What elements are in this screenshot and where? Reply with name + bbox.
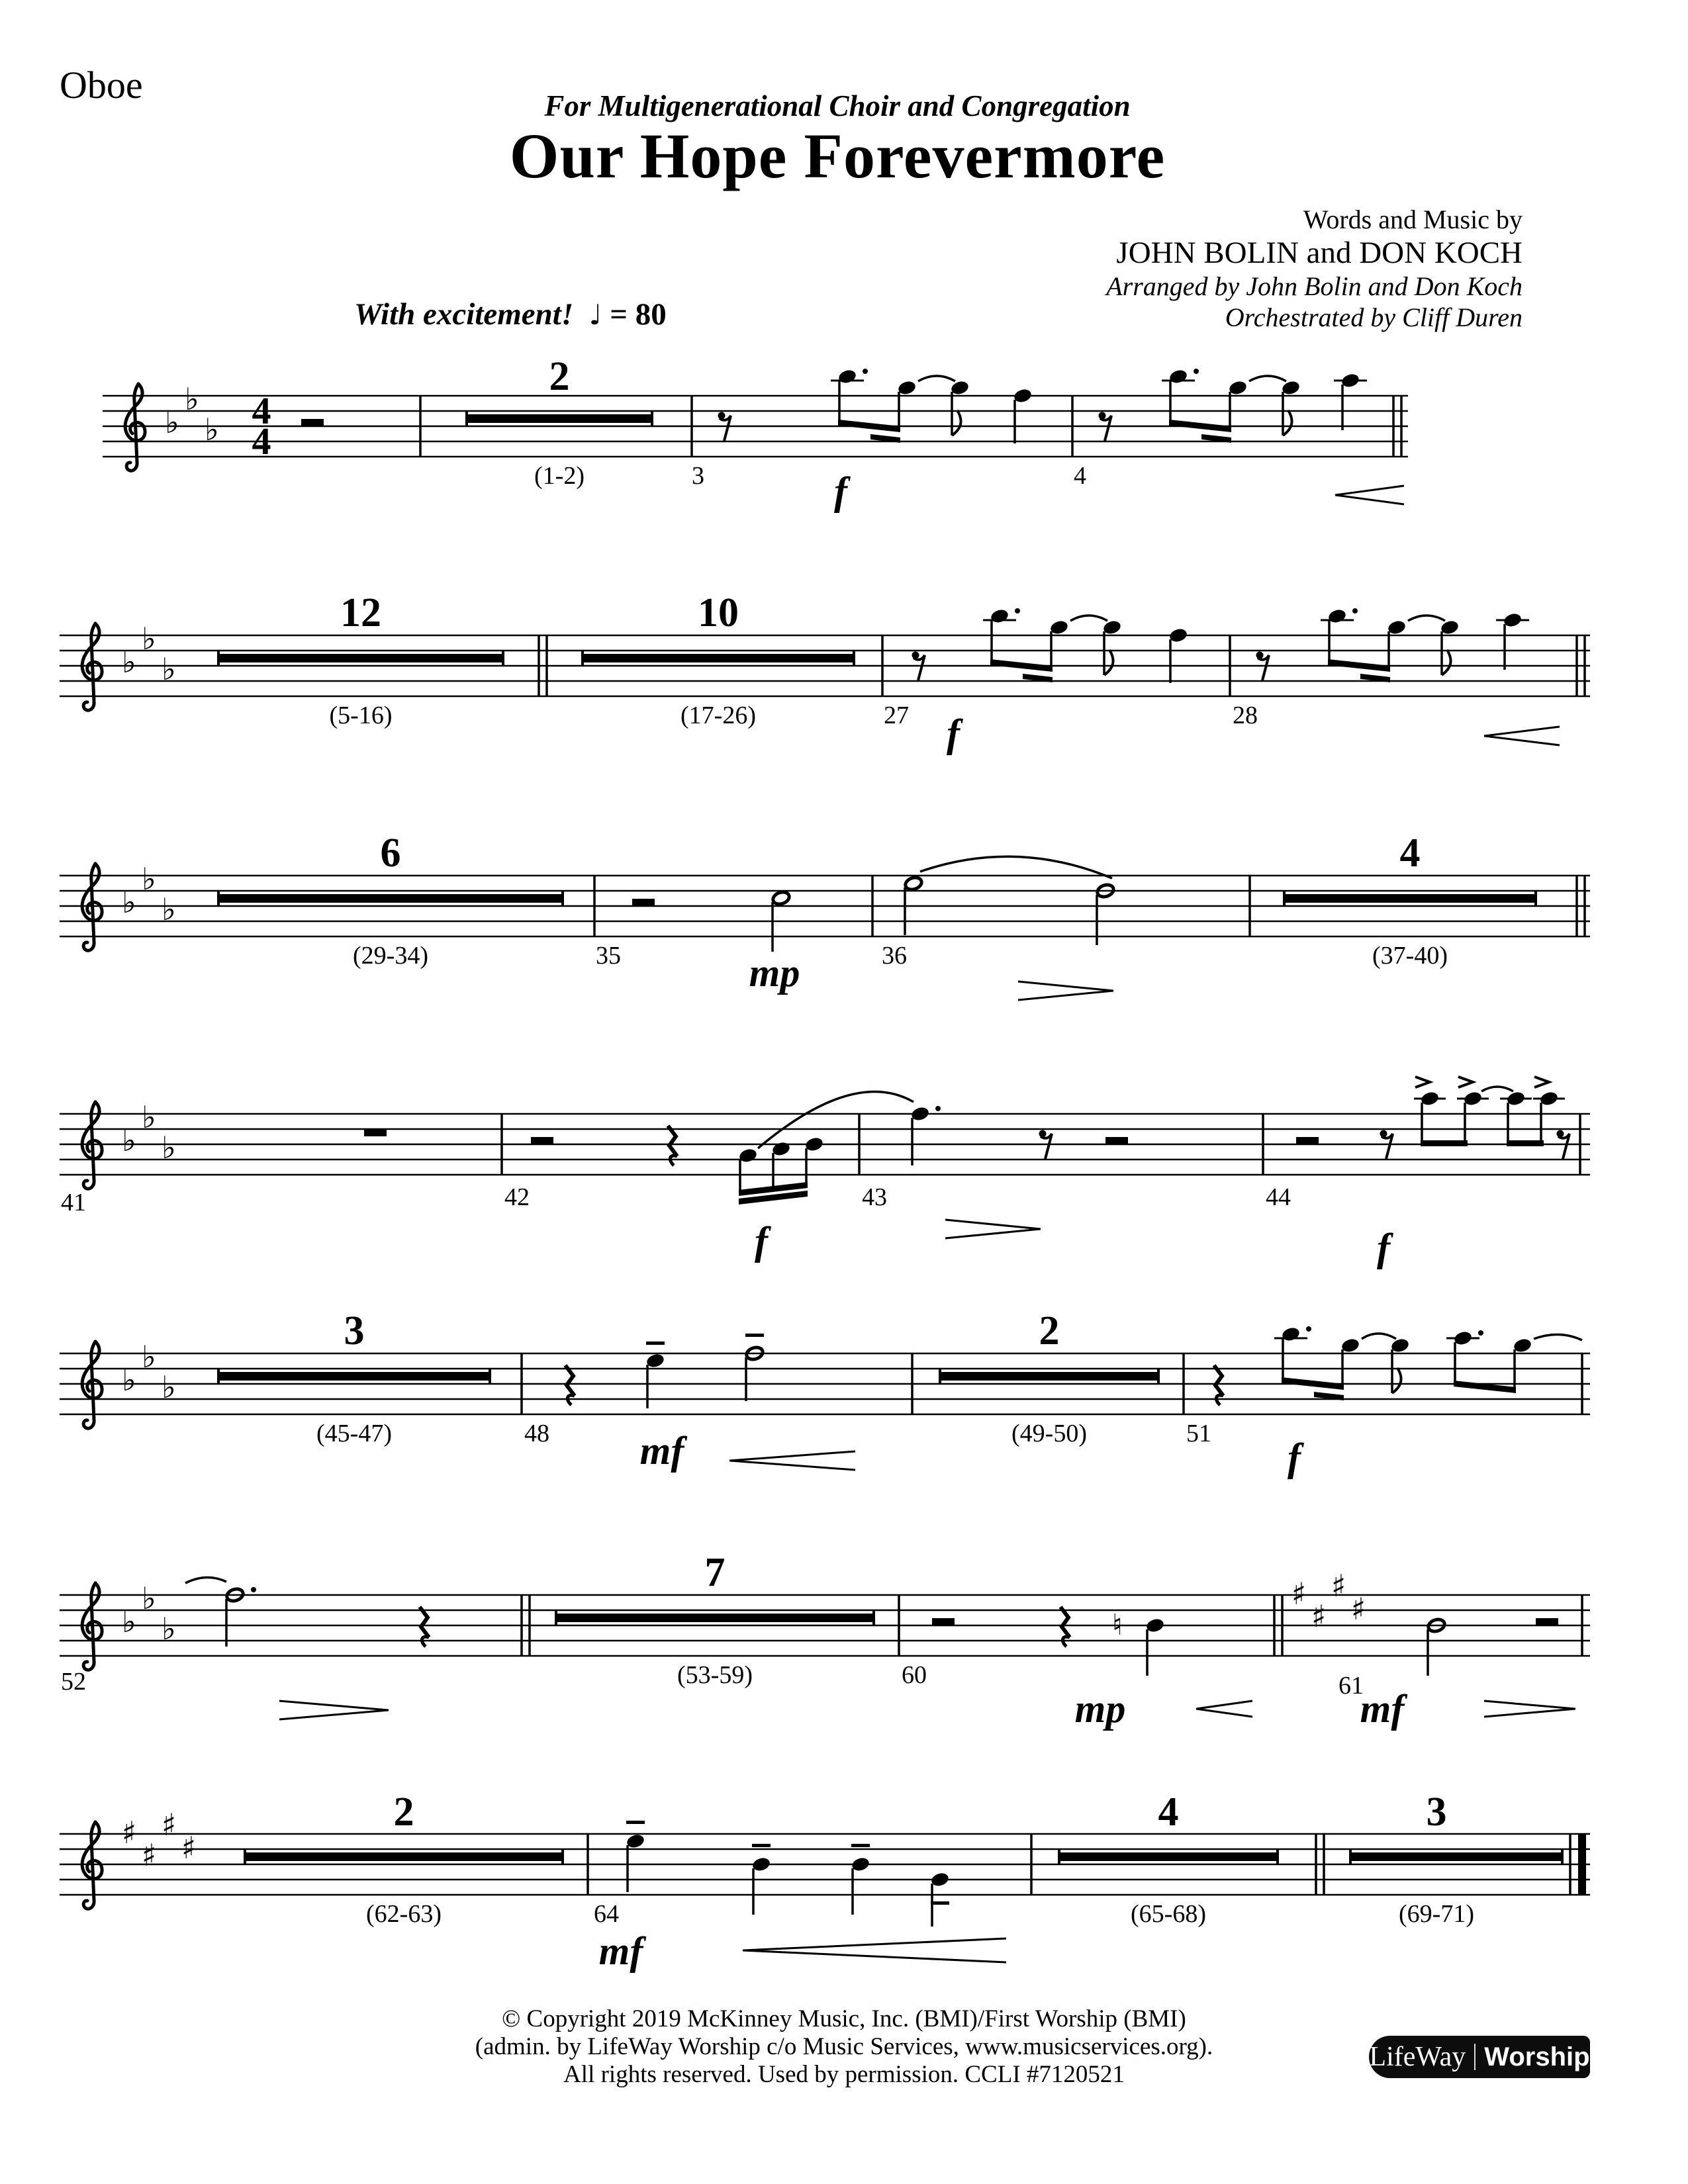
page-title: Our Hope Forevermore [509, 120, 1166, 191]
quarter-note-icon: ♩ [588, 298, 602, 331]
measure-3-notes [718, 368, 1033, 443]
multirest-count: 2 [393, 1790, 414, 1835]
multirest-count: 4 [1399, 831, 1421, 876]
svg-text:4: 4 [252, 420, 271, 463]
treble-clef-icon [82, 1583, 102, 1670]
multimeasure-rest [1058, 1849, 1279, 1864]
treble-clef-icon [82, 1822, 102, 1909]
multirest-range: (45-47) [316, 1420, 392, 1447]
multimeasure-rest [1283, 891, 1537, 906]
dynamic-marking: mf [1360, 1687, 1405, 1731]
tempo-marking [354, 299, 667, 330]
multirest-range: (69-71) [1399, 1900, 1474, 1928]
dynamic-marking: f [1288, 1435, 1301, 1479]
multirest-count: 10 [698, 590, 739, 635]
credit-composers: JOHN BOLIN and DON KOCH [1116, 236, 1523, 270]
treble-clef-icon [82, 1102, 102, 1189]
dynamic-marking: f [947, 711, 960, 755]
tempo-bpm: = 80 [610, 297, 667, 332]
multirest-count: 3 [344, 1308, 365, 1353]
measure-number: 42 [504, 1183, 530, 1211]
treble-clef-icon [82, 1342, 102, 1428]
measure-52-notes [185, 1577, 429, 1647]
treble-clef-icon [82, 864, 102, 950]
crescendo-hairpin [743, 1938, 1006, 1962]
measure-number: 48 [524, 1420, 549, 1447]
measure-number: 61 [1338, 1672, 1364, 1700]
svg-text:♭: ♭ [122, 1122, 136, 1158]
multirest-range: (1-2) [534, 462, 585, 490]
measure-44-notes [1296, 1077, 1570, 1159]
measure-number: 3 [692, 462, 704, 490]
svg-text:♭: ♭ [205, 412, 219, 447]
measure-number: 43 [862, 1183, 887, 1211]
svg-text:♯: ♯ [1331, 1568, 1346, 1604]
dynamic-marking: f [1377, 1226, 1390, 1269]
multimeasure-rest [217, 651, 504, 666]
multirest-range: (49-50) [1011, 1420, 1087, 1447]
credit-arranger: Arranged by John Bolin and Don Koch [1106, 271, 1523, 301]
svg-text:♯: ♯ [181, 1830, 197, 1866]
svg-text:♯: ♯ [141, 1837, 157, 1873]
measure-51-notes [1214, 1326, 1582, 1405]
decrescendo-hairpin [279, 1701, 389, 1719]
decrescendo-hairpin [1018, 981, 1113, 1000]
svg-text:♯: ♯ [1311, 1598, 1327, 1634]
copyright-line-2: (admin. by LifeWay Worship c/o Music Services, www.musicservices.org). [475, 2033, 1213, 2060]
measure-number: 44 [1266, 1183, 1291, 1211]
lifeway-worship-logo [1369, 2036, 1590, 2078]
key-signature [122, 1580, 176, 1647]
measure-number: 36 [882, 942, 907, 970]
key-signature [122, 1099, 176, 1165]
svg-text:♭: ♭ [142, 861, 156, 897]
measure-64-notes [626, 1821, 950, 1927]
music-system-1 [103, 338, 1410, 556]
measure-number: 27 [884, 702, 909, 729]
credits-block [1106, 204, 1523, 333]
measure-4-notes [1099, 368, 1368, 443]
svg-text:♭: ♭ [162, 1130, 176, 1165]
pickup-half-rest [301, 419, 324, 426]
dynamic-marking: mp [1074, 1687, 1126, 1731]
time-signature [252, 389, 271, 463]
svg-text:♭: ♭ [142, 1339, 156, 1375]
music-system-7 [60, 1781, 1592, 1999]
dynamic-marking: mf [598, 1929, 643, 1973]
dynamic-marking: mf [639, 1429, 684, 1473]
svg-text:♭: ♭ [142, 621, 156, 657]
svg-text:♭: ♭ [122, 644, 136, 680]
svg-text:♯: ♯ [161, 1807, 177, 1843]
measure-42-notes [531, 1091, 914, 1205]
svg-text:♭: ♭ [122, 1362, 136, 1398]
final-barline-thick [1578, 1834, 1586, 1895]
staff [60, 1353, 1590, 1414]
decrescendo-hairpin [945, 1220, 1041, 1238]
music-system-5 [60, 1300, 1592, 1519]
multimeasure-rest [555, 1610, 875, 1625]
svg-text:♯: ♯ [1291, 1576, 1307, 1612]
measure-number: 52 [61, 1668, 86, 1696]
svg-text:4: 4 [252, 389, 271, 432]
key-signature [165, 381, 219, 447]
multirest-count: 7 [704, 1550, 726, 1595]
multimeasure-rest [217, 891, 564, 906]
svg-text:♭: ♭ [122, 1604, 136, 1639]
measure-number: 51 [1186, 1420, 1211, 1447]
logo-divider [1474, 2044, 1476, 2070]
key-signature [122, 1807, 196, 1873]
crescendo-hairpin [1335, 486, 1404, 504]
credit-words-music: Words and Music by [1303, 205, 1523, 234]
music-system-4 [60, 1061, 1592, 1279]
crescendo-hairpin [1196, 1701, 1252, 1717]
measure-36-notes [904, 856, 1115, 945]
crescendo-hairpin [729, 1451, 855, 1470]
multirest-count: 6 [380, 831, 401, 876]
multimeasure-rest [465, 411, 653, 426]
svg-text:♭: ♭ [162, 891, 176, 927]
multirest-range: (17-26) [680, 702, 756, 729]
multirest-count: 3 [1426, 1790, 1447, 1835]
multimeasure-rest [939, 1369, 1160, 1384]
multirest-range: (53-59) [677, 1661, 753, 1689]
music-system-2 [60, 582, 1592, 801]
multirest-range: (65-68) [1131, 1900, 1206, 1928]
dynamic-marking: f [834, 469, 847, 513]
staff [60, 1834, 1590, 1895]
copyright-line-3: All rights reserved. Used by permission. CCLI #7120521 [563, 2061, 1125, 2088]
logo-division: Worship [1484, 2042, 1590, 2071]
measure-number: 41 [61, 1189, 86, 1216]
copyright-line-1: © Copyright 2019 McKinney Music, Inc. (BMI)/First Worship (BMI) [502, 2005, 1186, 2032]
measure-61-notes [1427, 1617, 1558, 1676]
multirest-count: 2 [1039, 1308, 1060, 1353]
multirest-count: 12 [340, 590, 381, 635]
treble-clef-icon [125, 384, 145, 471]
multirest-range: (37-40) [1372, 942, 1448, 970]
svg-text:♭: ♭ [162, 651, 176, 687]
measure-48-notes [565, 1334, 765, 1408]
multirest-count: 2 [549, 354, 570, 399]
measure-number: 35 [596, 942, 621, 970]
measure-number: 60 [902, 1661, 927, 1689]
measure-number: 4 [1074, 462, 1086, 490]
multimeasure-rest [244, 1849, 564, 1864]
svg-text:♭: ♭ [165, 404, 179, 440]
decrescendo-hairpin [1484, 1701, 1575, 1717]
svg-text:♭: ♭ [185, 381, 199, 417]
measure-number: 64 [594, 1900, 619, 1928]
svg-text:♯: ♯ [1350, 1591, 1366, 1627]
svg-text:♭: ♭ [142, 1580, 156, 1616]
credit-orchestrator: Orchestrated by Cliff Duren [1225, 302, 1523, 332]
key-signature [122, 1339, 176, 1405]
multirest-range: (5-16) [329, 702, 393, 729]
staff [60, 1114, 1590, 1175]
measure-41-rest [364, 1129, 387, 1136]
svg-text:♯: ♯ [121, 1815, 137, 1850]
staff [60, 876, 1590, 936]
measure-number: 28 [1233, 702, 1258, 729]
tempo-expression: With excitement! [354, 297, 574, 332]
svg-text:♭: ♭ [142, 1099, 156, 1135]
svg-text:♭: ♭ [122, 884, 136, 920]
dynamic-marking: mp [749, 951, 800, 995]
key-signature [122, 621, 176, 687]
dynamic-marking: f [755, 1219, 768, 1263]
measure-28-notes [1256, 608, 1530, 682]
multimeasure-rest [581, 651, 855, 666]
multirest-range: (62-63) [366, 1900, 442, 1928]
measure-27-notes [912, 608, 1189, 683]
multimeasure-rest [1349, 1849, 1564, 1864]
svg-text:♭: ♭ [162, 1369, 176, 1405]
multirest-count: 4 [1158, 1790, 1179, 1835]
svg-text:♭: ♭ [162, 1611, 176, 1647]
logo-brand: LifeWay [1369, 2042, 1466, 2072]
music-system-3 [60, 823, 1592, 1041]
occasion-subtitle: For Multigenerational Choir and Congregation [544, 89, 1131, 122]
key-change-signature [1291, 1568, 1366, 1634]
crescendo-hairpin [1484, 727, 1560, 745]
multimeasure-rest [217, 1369, 491, 1384]
svg-text:♮: ♮ [1112, 1608, 1123, 1642]
key-signature [122, 861, 176, 927]
multirest-range: (29-34) [353, 942, 428, 970]
treble-clef-icon [82, 623, 102, 710]
instrument-name: Oboe [60, 64, 143, 107]
